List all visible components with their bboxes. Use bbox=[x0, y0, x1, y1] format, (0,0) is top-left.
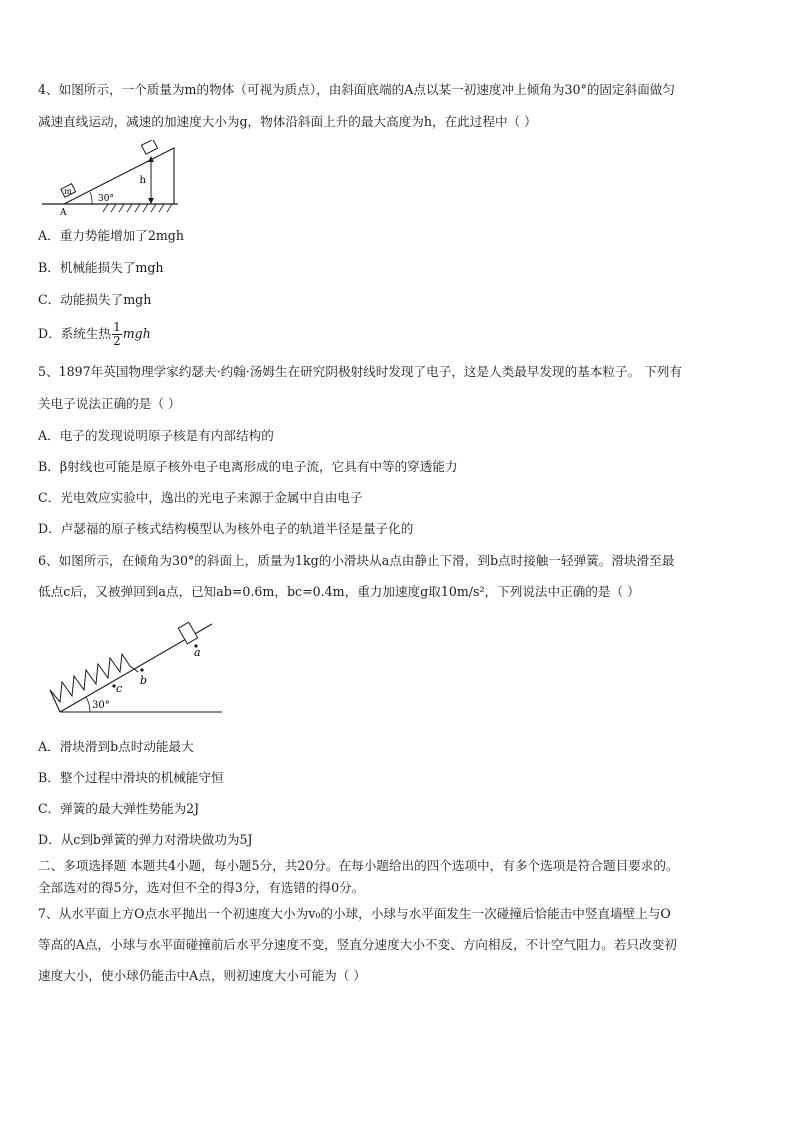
mass-block-top bbox=[141, 140, 157, 154]
point-b-label: b bbox=[140, 674, 148, 687]
q4-option-d bbox=[38, 318, 151, 350]
q6-stem-line1: 6、如图所示，在倾角为30°的斜面上，质量为1kg的小滑块从a点由静止下滑，到b点时接触一轻弹簧。滑块滑至最 bbox=[38, 553, 675, 568]
q5-option-d: D．卢瑟福的原子核式结构模型认为核外电子的轨道半径是量子化的 bbox=[38, 521, 414, 536]
q4-option-b: B．机械能损失了mgh bbox=[38, 260, 164, 275]
q6-spring-incline-figure bbox=[46, 616, 226, 716]
section2-line1: 二、多项选择题 本题共4小题，每小题5分，共20分。在每小题给出的四个选项中，有多个选项是符合题目要求的。 bbox=[38, 858, 679, 873]
mass-label: m bbox=[64, 187, 72, 196]
q7-stem-line3: 速度大小，使小球仍能击中A点，则初速度大小可能为（ ） bbox=[38, 968, 366, 983]
q4-option-d-suffix: mgh bbox=[122, 326, 151, 341]
q7-stem-line2: 等高的A点，小球与水平面碰撞前后水平分速度不变，竖直分速度大小不变、方向相反，不计空气阻力。若只改变初 bbox=[38, 937, 677, 952]
q5-stem-line2: 关电子说法正确的是（ ） bbox=[38, 396, 181, 411]
spring bbox=[50, 654, 138, 702]
q4-incline-figure bbox=[40, 140, 180, 216]
q4-stem-line1: 4、如图所示，一个质量为m的物体（可视为质点），由斜面底端的A点以某一初速度冲上倾角为30°的固定斜面做匀 bbox=[38, 82, 675, 97]
q5-option-c: C．光电效应实验中，逸出的光电子来源于金属中自由电子 bbox=[38, 490, 363, 505]
incline-triangle bbox=[64, 148, 174, 204]
q6-option-c: C．弹簧的最大弹性势能为2J bbox=[38, 801, 200, 816]
ground-hatching bbox=[103, 204, 172, 212]
height-label: h bbox=[139, 175, 146, 186]
q6-option-a: A．滑块滑到b点时动能最大 bbox=[38, 739, 194, 754]
q4-option-a: A．重力势能增加了2mgh bbox=[38, 228, 184, 243]
angle-label: 30° bbox=[98, 194, 114, 204]
angle-label: 30° bbox=[92, 700, 110, 711]
point-b bbox=[140, 668, 143, 671]
q6-option-b: B．整个过程中滑块的机械能守恒 bbox=[38, 770, 224, 785]
q4-option-c: C．动能损失了mgh bbox=[38, 292, 152, 307]
q5-option-a: A．电子的发现说明原子核是有内部结构的 bbox=[38, 428, 274, 443]
q5-option-b: B．β射线也可能是原子核外电子电离形成的电子流，它具有中等的穿透能力 bbox=[38, 459, 458, 474]
q4-option-d-fraction: $\frac{1}{2}$ bbox=[113, 320, 121, 348]
q7-stem-line1: 7、从水平面上方O点水平抛出一个初速度大小为v₀的小球，小球与水平面发生一次碰撞后恰能击中竖直墙壁上与O bbox=[38, 906, 671, 921]
point-a-label: a bbox=[194, 646, 201, 659]
point-A-label: A bbox=[60, 208, 67, 216]
q6-stem-line2: 低点c后，又被弹回到a点，已知ab=0.6m，bc=0.4m，重力加速度g取10m/s²，下列说法中正确的是（ ） bbox=[38, 584, 640, 599]
point-c-label: c bbox=[116, 682, 123, 695]
angle-arc bbox=[90, 192, 92, 204]
section2-line2: 全部选对的得5分，选对但不全的得3分，有选错的得0分。 bbox=[38, 880, 365, 895]
q4-stem-line2: 减速直线运动，减速的加速度大小为g，物体沿斜面上升的最大高度为h，在此过程中（ ） bbox=[38, 114, 537, 129]
q4-option-d-prefix: D．系统生热 bbox=[38, 326, 112, 341]
slider-block bbox=[178, 622, 197, 644]
spring-wall bbox=[50, 690, 60, 712]
angle-arc bbox=[86, 697, 90, 712]
q6-option-d: D．从c到b弹簧的弹力对滑块做功为5J bbox=[38, 832, 253, 847]
q5-stem-line1: 5、1897年英国物理学家约瑟夫·约翰·汤姆生在研究阴极射线时发现了电子，这是人类最早发现的基本粒子。 下列有 bbox=[38, 364, 682, 379]
